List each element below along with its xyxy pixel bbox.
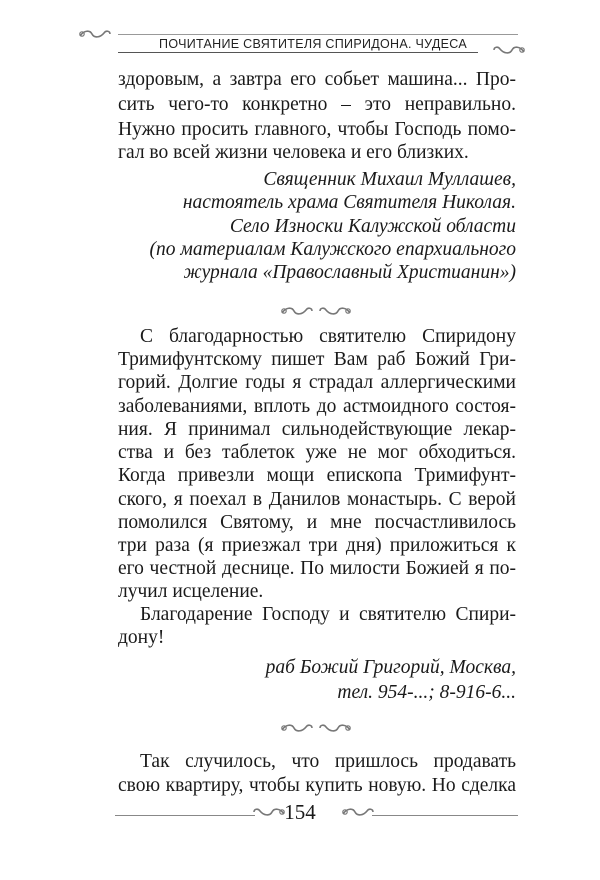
signature-line: настоятель храма Святителя Николая. [182,192,516,213]
text-line: три раза (я приезжал три дня) приложиться к [118,535,516,556]
signature-line: Священник Михаил Муллашев, [263,169,516,190]
section-divider-ornament-icon [280,722,352,738]
text-line: горий. Долгие годы я страдал аллергическими [118,372,516,393]
text-line: Благодарение Господу и святителю Спири- [140,604,516,625]
text-line: заболеваниями, вплоть до астмоидного состоя- [118,396,516,417]
header-ornament-right-icon [482,44,526,60]
header-title: ПОЧИТАНИЕ СВЯТИТЕЛЯ СПИРИДОНА. ЧУДЕСА [159,37,467,51]
text-line: ства и без таблеток уже не мог обходиться. [118,442,516,463]
text-line: ского, я поехал в Данилов монастырь. С верой [118,489,516,510]
text-line: Когда привезли мощи епископа Тримифунт- [118,465,516,486]
text-line: ния. Я принимал сильнодействующие лекар- [118,419,516,440]
header-top-rule [118,34,518,35]
text-line: здоровым, а завтра его собьет машина... Про- [118,69,516,90]
footer-rule-right [372,815,518,816]
text-line: свою квартиру, чтобы купить новую. Но сделка [118,775,516,796]
text-line: С благодарностью святителю Спиридону [140,326,516,347]
signature-line: журнала «Православный Христианин») [183,262,516,283]
text-line: лучил исцеление. [118,581,264,602]
text-line: помолился Святому, и мне посчастливилось [118,512,516,533]
text-line: его честной деснице. По милости Божией я по- [118,558,516,579]
text-line: Нужно просить главного, чтобы Господь помо- [118,119,516,140]
header-ornament-left-icon [78,28,122,44]
signature-line: раб Божий Григорий, Москва, [265,657,516,678]
signature-line: Село Износки Калужской области [229,216,516,237]
footer-ornament-right-icon [341,806,375,822]
footer-rule-left [115,815,255,816]
text-line: дону! [118,627,165,648]
page-number: 154 [284,800,316,824]
text-line: гал во всей жизни человека и его близких. [118,142,469,163]
section-divider-ornament-icon [280,305,352,321]
text-line: Так случилось, что пришлось продавать [140,751,516,772]
text-line: сить чего-то конкретно – это неправильно. [118,94,516,115]
text-line: Тримифунтскому пишет Вам раб Божий Гри- [118,349,516,370]
signature-line: тел. 954-...; 8-916-6... [337,682,516,703]
header-bottom-rule [118,52,478,53]
signature-line: (по материалам Калужского епархиального [149,239,516,260]
